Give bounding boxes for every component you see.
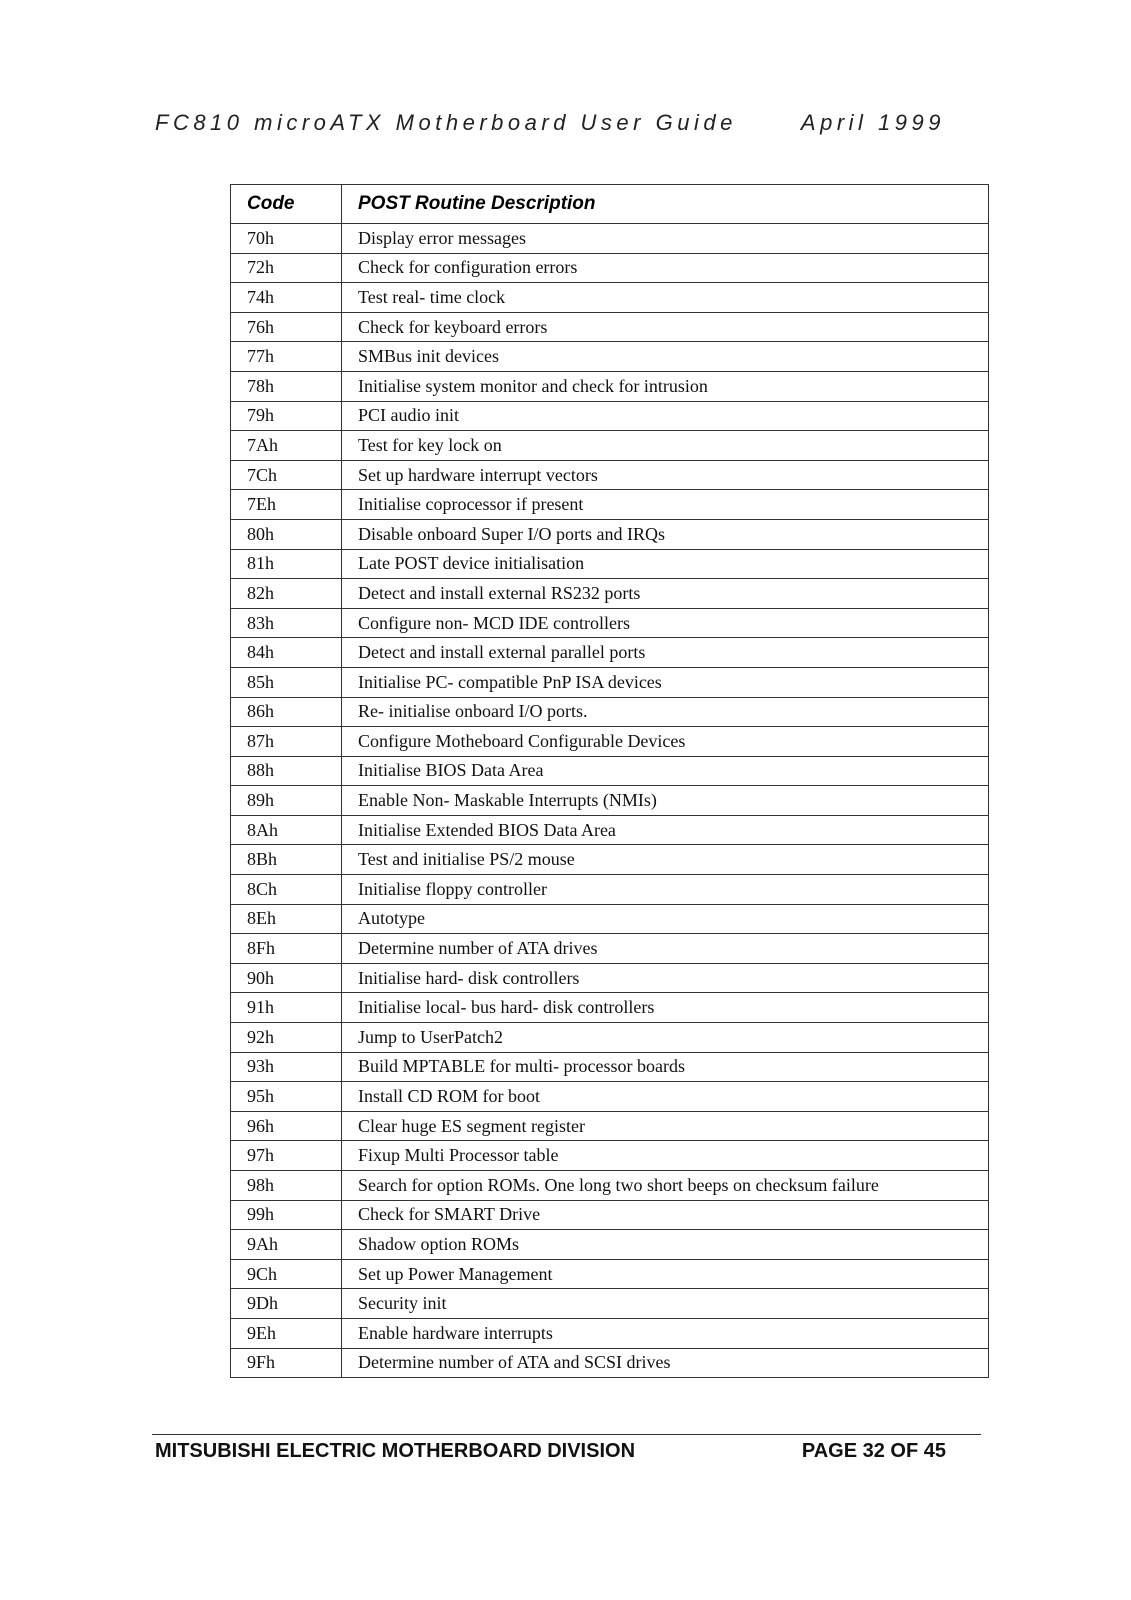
post-code-cell: 78h: [231, 371, 342, 401]
post-code-cell: 9Ah: [231, 1230, 342, 1260]
page-header: [155, 110, 945, 140]
table-row: [231, 1052, 989, 1082]
table-row: [231, 697, 989, 727]
table-row: [231, 1230, 989, 1260]
post-description-cell: Disable onboard Super I/O ports and IRQs: [342, 519, 989, 549]
post-code-cell: 93h: [231, 1052, 342, 1082]
post-code-cell: 77h: [231, 342, 342, 372]
post-code-cell: 74h: [231, 283, 342, 313]
post-code-cell: 72h: [231, 253, 342, 283]
post-code-cell: 85h: [231, 667, 342, 697]
post-code-cell: 7Eh: [231, 490, 342, 520]
table-row: [231, 253, 989, 283]
post-code-cell: 87h: [231, 727, 342, 757]
post-code-cell: 96h: [231, 1111, 342, 1141]
post-description-cell: Initialise system monitor and check for intrusion: [342, 371, 989, 401]
post-description-cell: Clear huge ES segment register: [342, 1111, 989, 1141]
table-row: [231, 875, 989, 905]
post-description-cell: Build MPTABLE for multi- processor boards: [342, 1052, 989, 1082]
post-description-cell: Initialise BIOS Data Area: [342, 756, 989, 786]
table-row: [231, 993, 989, 1023]
post-description-cell: Enable Non- Maskable Interrupts (NMIs): [342, 786, 989, 816]
table-row: [231, 963, 989, 993]
post-code-cell: 8Fh: [231, 934, 342, 964]
table-row: [231, 756, 989, 786]
table-row: [231, 579, 989, 609]
post-description-cell: Install CD ROM for boot: [342, 1082, 989, 1112]
post-code-cell: 9Ch: [231, 1259, 342, 1289]
table-row: [231, 549, 989, 579]
page-number: PAGE 32 OF 45: [801, 1440, 946, 1462]
post-code-cell: 9Fh: [231, 1348, 342, 1378]
post-code-cell: 88h: [231, 756, 342, 786]
table-row: [231, 1171, 989, 1201]
post-description-cell: Set up hardware interrupt vectors: [342, 460, 989, 490]
post-code-cell: 97h: [231, 1141, 342, 1171]
post-description-cell: Enable hardware interrupts: [342, 1318, 989, 1348]
table-row: [231, 1082, 989, 1112]
post-code-cell: 90h: [231, 963, 342, 993]
post-description-cell: Late POST device initialisation: [342, 549, 989, 579]
post-description-cell: Shadow option ROMs: [342, 1230, 989, 1260]
post-description-cell: Security init: [342, 1289, 989, 1319]
table-row: [231, 608, 989, 638]
post-code-cell: 7Ch: [231, 460, 342, 490]
post-description-cell: Jump to UserPatch2: [342, 1023, 989, 1053]
post-description-cell: Display error messages: [342, 224, 989, 254]
table-row: [231, 342, 989, 372]
table-row: [231, 431, 989, 461]
document-title: FC810 microATX Motherboard User Guide: [155, 110, 737, 135]
table-row: [231, 638, 989, 668]
post-code-cell: 82h: [231, 579, 342, 609]
document-date: April 1999: [800, 110, 945, 135]
table-row: [231, 1348, 989, 1378]
post-description-cell: Check for SMART Drive: [342, 1200, 989, 1230]
column-header-description: POST Routine Description: [342, 185, 989, 224]
table-row: [231, 224, 989, 254]
table-row: [231, 519, 989, 549]
table-row: [231, 1259, 989, 1289]
table-row: [231, 1200, 989, 1230]
table-row: [231, 371, 989, 401]
post-code-cell: 8Eh: [231, 904, 342, 934]
table-body: [231, 224, 989, 1378]
table-row: [231, 283, 989, 313]
post-description-cell: Test and initialise PS/2 mouse: [342, 845, 989, 875]
post-code-cell: 70h: [231, 224, 342, 254]
table-row: [231, 1111, 989, 1141]
post-description-cell: Detect and install external parallel ports: [342, 638, 989, 668]
table-row: [231, 460, 989, 490]
post-code-cell: 9Eh: [231, 1318, 342, 1348]
post-description-cell: SMBus init devices: [342, 342, 989, 372]
post-code-cell: 8Ah: [231, 815, 342, 845]
post-description-cell: Test for key lock on: [342, 431, 989, 461]
post-code-cell: 8Bh: [231, 845, 342, 875]
post-code-cell: 81h: [231, 549, 342, 579]
post-code-cell: 9Dh: [231, 1289, 342, 1319]
column-header-code: Code: [231, 185, 342, 224]
table-row: [231, 845, 989, 875]
post-code-cell: 80h: [231, 519, 342, 549]
footer-division: MITSUBISHI ELECTRIC MOTHERBOARD DIVISION: [155, 1440, 636, 1462]
post-code-table: [230, 184, 989, 1378]
post-description-cell: Fixup Multi Processor table: [342, 1141, 989, 1171]
post-code-cell: 83h: [231, 608, 342, 638]
table-row: [231, 727, 989, 757]
post-code-cell: 91h: [231, 993, 342, 1023]
post-description-cell: Determine number of ATA drives: [342, 934, 989, 964]
page-footer: [155, 1440, 946, 1470]
post-description-cell: Re- initialise onboard I/O ports.: [342, 697, 989, 727]
footer-divider: [152, 1434, 981, 1435]
post-code-cell: 92h: [231, 1023, 342, 1053]
post-description-cell: Autotype: [342, 904, 989, 934]
table-row: [231, 312, 989, 342]
post-description-cell: Initialise floppy controller: [342, 875, 989, 905]
post-description-cell: Initialise hard- disk controllers: [342, 963, 989, 993]
post-description-cell: Configure non- MCD IDE controllers: [342, 608, 989, 638]
post-description-cell: Check for configuration errors: [342, 253, 989, 283]
post-description-cell: Search for option ROMs. One long two short beeps on checksum failure: [342, 1171, 989, 1201]
post-description-cell: Configure Motheboard Configurable Devices: [342, 727, 989, 757]
post-code-cell: 76h: [231, 312, 342, 342]
post-code-cell: 86h: [231, 697, 342, 727]
table-row: [231, 786, 989, 816]
post-description-cell: Detect and install external RS232 ports: [342, 579, 989, 609]
table-row: [231, 934, 989, 964]
table-row: [231, 401, 989, 431]
table-header-row: [231, 185, 989, 224]
post-description-cell: PCI audio init: [342, 401, 989, 431]
table-row: [231, 1023, 989, 1053]
post-code-cell: 89h: [231, 786, 342, 816]
post-code-cell: 79h: [231, 401, 342, 431]
post-description-cell: Initialise coprocessor if present: [342, 490, 989, 520]
table-row: [231, 1289, 989, 1319]
table-row: [231, 490, 989, 520]
post-description-cell: Determine number of ATA and SCSI drives: [342, 1348, 989, 1378]
table-row: [231, 815, 989, 845]
post-description-cell: Initialise Extended BIOS Data Area: [342, 815, 989, 845]
post-code-cell: 98h: [231, 1171, 342, 1201]
table-row: [231, 904, 989, 934]
post-code-cell: 99h: [231, 1200, 342, 1230]
post-code-cell: 7Ah: [231, 431, 342, 461]
post-code-cell: 95h: [231, 1082, 342, 1112]
post-code-cell: 84h: [231, 638, 342, 668]
post-description-cell: Test real- time clock: [342, 283, 989, 313]
post-description-cell: Initialise local- bus hard- disk controllers: [342, 993, 989, 1023]
post-code-cell: 8Ch: [231, 875, 342, 905]
table-row: [231, 1318, 989, 1348]
post-description-cell: Check for keyboard errors: [342, 312, 989, 342]
post-description-cell: Set up Power Management: [342, 1259, 989, 1289]
post-description-cell: Initialise PC- compatible PnP ISA devices: [342, 667, 989, 697]
table-row: [231, 1141, 989, 1171]
table-row: [231, 667, 989, 697]
